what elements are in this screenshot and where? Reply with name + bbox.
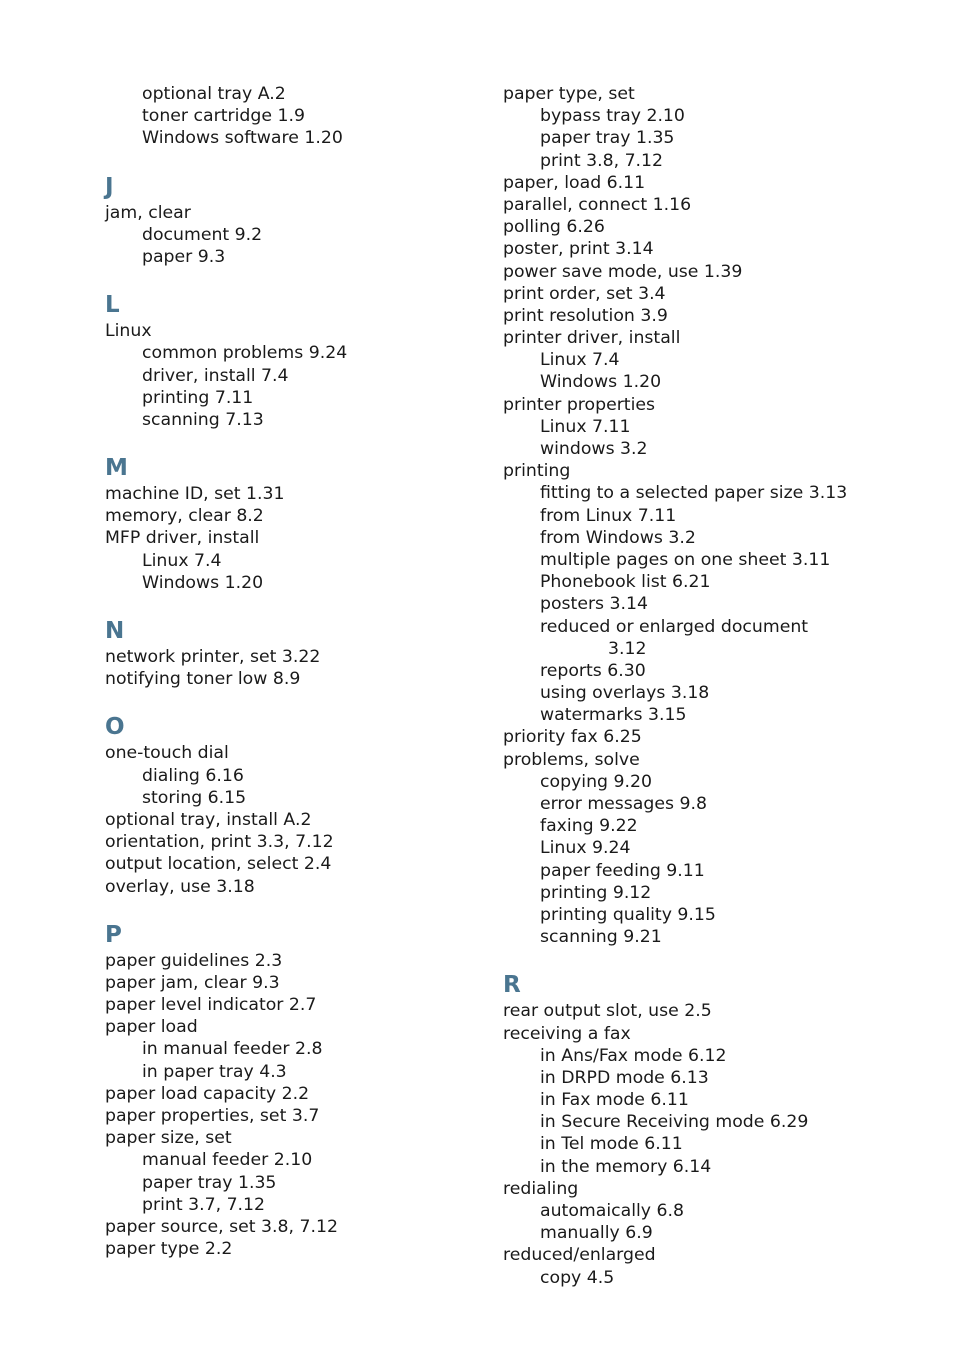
index-subentry: paper tray 1.35 bbox=[142, 1172, 277, 1193]
index-subentry: printing 9.12 bbox=[540, 882, 652, 903]
index-subentry: printing 7.11 bbox=[142, 387, 254, 408]
index-subentry: faxing 9.22 bbox=[540, 816, 638, 837]
index-entry: printer properties bbox=[503, 394, 656, 415]
index-subentry: paper 9.3 bbox=[142, 246, 226, 267]
index-entry: optional tray, install A.2 bbox=[105, 809, 312, 830]
index-entry: paper type 2.2 bbox=[105, 1239, 233, 1260]
index-subentry: using overlays 3.18 bbox=[540, 683, 710, 704]
index-entry: jam, clear bbox=[105, 202, 191, 223]
index-entry: paper load capacity 2.2 bbox=[105, 1083, 310, 1104]
index-entry: paper guidelines 2.3 bbox=[105, 950, 283, 971]
index-subentry: paper tray 1.35 bbox=[540, 128, 675, 149]
index-entry: problems, solve bbox=[503, 749, 640, 770]
index-subentry: manual feeder 2.10 bbox=[142, 1150, 313, 1171]
index-entry: rear output slot, use 2.5 bbox=[503, 1001, 712, 1022]
index-subentry: in manual feeder 2.8 bbox=[142, 1039, 323, 1060]
index-entry: priority fax 6.25 bbox=[503, 727, 642, 748]
index-section-letter: O bbox=[105, 714, 125, 741]
index-subentry: copy 4.5 bbox=[540, 1267, 615, 1288]
index-subentry: in Tel mode 6.11 bbox=[540, 1134, 683, 1155]
index-entry: overlay, use 3.18 bbox=[105, 876, 255, 897]
index-subentry: automaically 6.8 bbox=[540, 1201, 685, 1221]
index-section-letter: R bbox=[503, 972, 521, 999]
index-entry: paper size, set bbox=[105, 1128, 232, 1149]
index-subentry: multiple pages on one sheet 3.11 bbox=[540, 549, 831, 570]
index-subentry: fitting to a selected paper size 3.13 bbox=[540, 483, 848, 504]
index-subentry: in paper tray 4.3 bbox=[142, 1061, 287, 1082]
index-subentry: in DRPD mode 6.13 bbox=[540, 1067, 709, 1088]
index-subentry: Linux 7.4 bbox=[540, 350, 620, 371]
index-entry: reduced/enlarged bbox=[503, 1245, 656, 1266]
index-entry: paper source, set 3.8, 7.12 bbox=[105, 1216, 338, 1237]
index-entry: print resolution 3.9 bbox=[503, 305, 668, 326]
index-subentry: posters 3.14 bbox=[540, 594, 649, 615]
index-entry: paper jam, clear 9.3 bbox=[105, 972, 280, 993]
index-column-right bbox=[503, 83, 923, 1289]
index-subentry: reports 6.30 bbox=[540, 660, 646, 681]
index-subentry: scanning 9.21 bbox=[540, 927, 662, 948]
index-entry: memory, clear 8.2 bbox=[105, 506, 264, 527]
index-subentry: 3.12 bbox=[608, 638, 647, 659]
index-subentry: Windows software 1.20 bbox=[142, 128, 343, 149]
index-subentry: in the memory 6.14 bbox=[540, 1156, 712, 1177]
index-entry: Linux bbox=[105, 321, 152, 342]
index-subentry: toner cartridge 1.9 bbox=[142, 106, 305, 127]
index-subentry: error messages 9.8 bbox=[540, 794, 707, 814]
index-entry: MFP driver, install bbox=[105, 528, 260, 549]
index-subentry: driver, install 7.4 bbox=[142, 365, 289, 386]
index-entry: print order, set 3.4 bbox=[503, 283, 666, 304]
index-subentry: paper feeding 9.11 bbox=[540, 860, 705, 881]
index-entry: orientation, print 3.3, 7.12 bbox=[105, 832, 334, 853]
index-subentry: Linux 9.24 bbox=[540, 838, 631, 859]
index-entry: paper properties, set 3.7 bbox=[105, 1106, 320, 1126]
index-subentry: Windows 1.20 bbox=[142, 572, 264, 593]
index-entry: paper load bbox=[105, 1017, 198, 1038]
index-column-left bbox=[105, 83, 475, 1260]
index-subentry: print 3.8, 7.12 bbox=[540, 150, 664, 171]
index-subentry: copying 9.20 bbox=[540, 771, 652, 792]
index-entry: paper, load 6.11 bbox=[503, 172, 646, 193]
index-subentry: in Fax mode 6.11 bbox=[540, 1090, 689, 1111]
index-subentry: bypass tray 2.10 bbox=[540, 106, 685, 127]
index-subentry: reduced or enlarged document bbox=[540, 616, 809, 637]
index-entry: notifying toner low 8.9 bbox=[105, 669, 301, 690]
index-subentry: print 3.7, 7.12 bbox=[142, 1194, 266, 1215]
index-subentry: printing quality 9.15 bbox=[540, 904, 716, 925]
index-entry: polling 6.26 bbox=[503, 217, 605, 238]
index-entry: output location, select 2.4 bbox=[105, 854, 332, 875]
index-subentry: common problems 9.24 bbox=[142, 343, 348, 364]
index-subentry: Linux 7.11 bbox=[540, 416, 631, 437]
index-entry: printing bbox=[503, 461, 571, 482]
index-subentry: from Linux 7.11 bbox=[540, 505, 677, 526]
index-subentry: Windows 1.20 bbox=[540, 372, 662, 393]
index-entry: receiving a fax bbox=[503, 1023, 631, 1044]
index-subentry: Phonebook list 6.21 bbox=[540, 572, 711, 593]
index-section-letter: P bbox=[105, 921, 122, 948]
index-section-letter: N bbox=[105, 618, 125, 644]
index-entry: poster, print 3.14 bbox=[503, 239, 654, 260]
index-subentry: document 9.2 bbox=[142, 224, 263, 245]
index-section-letter: L bbox=[105, 292, 120, 319]
index-entry: power save mode, use 1.39 bbox=[503, 261, 743, 282]
index-entry: parallel, connect 1.16 bbox=[503, 194, 692, 215]
index-subentry: Linux 7.4 bbox=[142, 550, 222, 571]
index-subentry: optional tray A.2 bbox=[142, 84, 286, 104]
index-entry: one-touch dial bbox=[105, 743, 229, 764]
index-entry: machine ID, set 1.31 bbox=[105, 484, 285, 505]
index-section-letter: M bbox=[105, 455, 128, 482]
index-subentry: manually 6.9 bbox=[540, 1223, 653, 1244]
index-subentry: dialing 6.16 bbox=[142, 765, 244, 786]
index-subentry: windows 3.2 bbox=[540, 439, 648, 459]
index-entry: paper type, set bbox=[503, 84, 635, 104]
index-subentry: storing 6.15 bbox=[142, 787, 247, 808]
index-entry: paper level indicator 2.7 bbox=[105, 995, 317, 1016]
index-subentry: watermarks 3.15 bbox=[540, 705, 687, 726]
index-section-letter: J bbox=[105, 173, 114, 200]
index-entry: redialing bbox=[503, 1178, 579, 1199]
index-entry: printer driver, install bbox=[503, 328, 681, 349]
index-subentry: from Windows 3.2 bbox=[540, 527, 696, 548]
index-subentry: scanning 7.13 bbox=[142, 409, 264, 430]
index-subentry: in Secure Receiving mode 6.29 bbox=[540, 1112, 809, 1133]
index-entry: network printer, set 3.22 bbox=[105, 647, 321, 667]
index-subentry: in Ans/Fax mode 6.12 bbox=[540, 1045, 727, 1066]
